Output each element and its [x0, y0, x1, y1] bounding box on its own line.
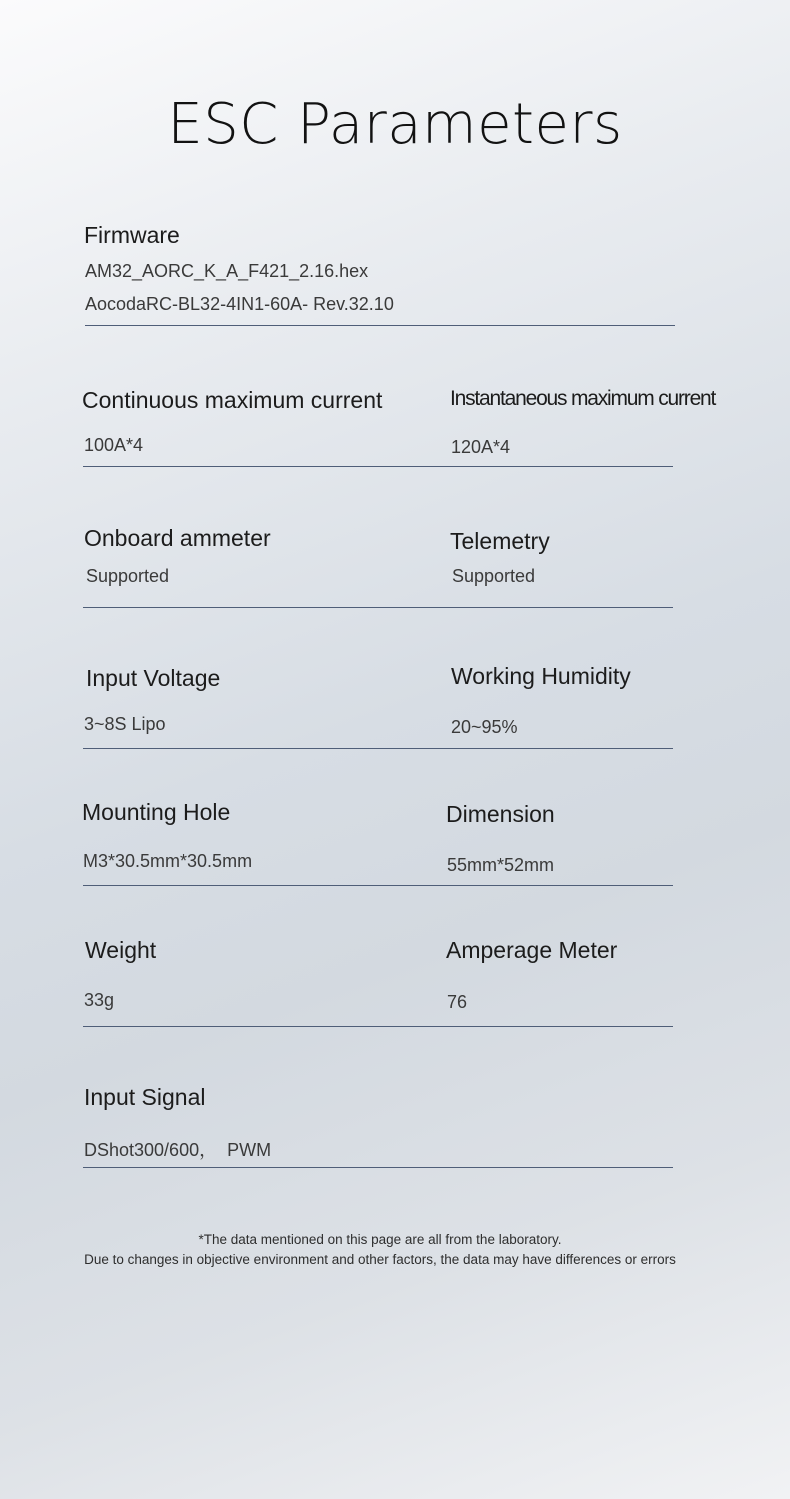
input-voltage-value: 3~8S Lipo	[84, 714, 166, 734]
page-title: ESC Parameters	[167, 92, 623, 157]
input-signal-label: Input Signal	[84, 1084, 206, 1110]
divider	[83, 885, 673, 886]
instantaneous-current-value: 120A*4	[451, 437, 511, 457]
divider	[85, 325, 675, 326]
telemetry-value: Supported	[452, 566, 536, 586]
divider	[83, 1167, 673, 1168]
onboard-ammeter-label: Onboard ammeter	[84, 525, 271, 551]
working-humidity-label: Working Humidity	[451, 663, 631, 689]
footnote-line-1: *The data mentioned on this page are all from the laboratory.	[198, 1232, 562, 1247]
input-signal-value: DShot300/600， PWM	[84, 1140, 272, 1160]
instantaneous-current-label: Instantaneous maximum current	[450, 387, 716, 410]
dimension-label: Dimension	[446, 801, 555, 827]
weight-value: 33g	[84, 990, 115, 1010]
firmware-board: AocodaRC-BL32-4IN1-60A- Rev.32.10	[85, 294, 394, 314]
amperage-meter-value: 76	[447, 992, 468, 1012]
amperage-meter-label: Amperage Meter	[446, 937, 618, 963]
telemetry-label: Telemetry	[450, 528, 550, 554]
divider	[83, 748, 673, 749]
footnote-line-2: Due to changes in objective environment and other factors, the data may have differences or errors	[84, 1252, 676, 1267]
divider	[83, 466, 673, 467]
onboard-ammeter-value: Supported	[86, 566, 170, 586]
mounting-hole-value: M3*30.5mm*30.5mm	[83, 851, 253, 871]
working-humidity-value: 20~95%	[451, 717, 518, 737]
dimension-value: 55mm*52mm	[447, 855, 555, 875]
firmware-file: AM32_AORC_K_A_F421_2.16.hex	[85, 261, 369, 281]
continuous-current-value: 100A*4	[84, 435, 144, 455]
divider	[83, 607, 673, 608]
weight-label: Weight	[85, 937, 157, 963]
mounting-hole-label: Mounting Hole	[82, 799, 231, 825]
footnote	[0, 1230, 760, 1270]
input-voltage-label: Input Voltage	[86, 665, 221, 691]
divider	[83, 1026, 673, 1027]
firmware-label: Firmware	[84, 222, 180, 248]
continuous-current-label: Continuous maximum current	[82, 387, 383, 413]
